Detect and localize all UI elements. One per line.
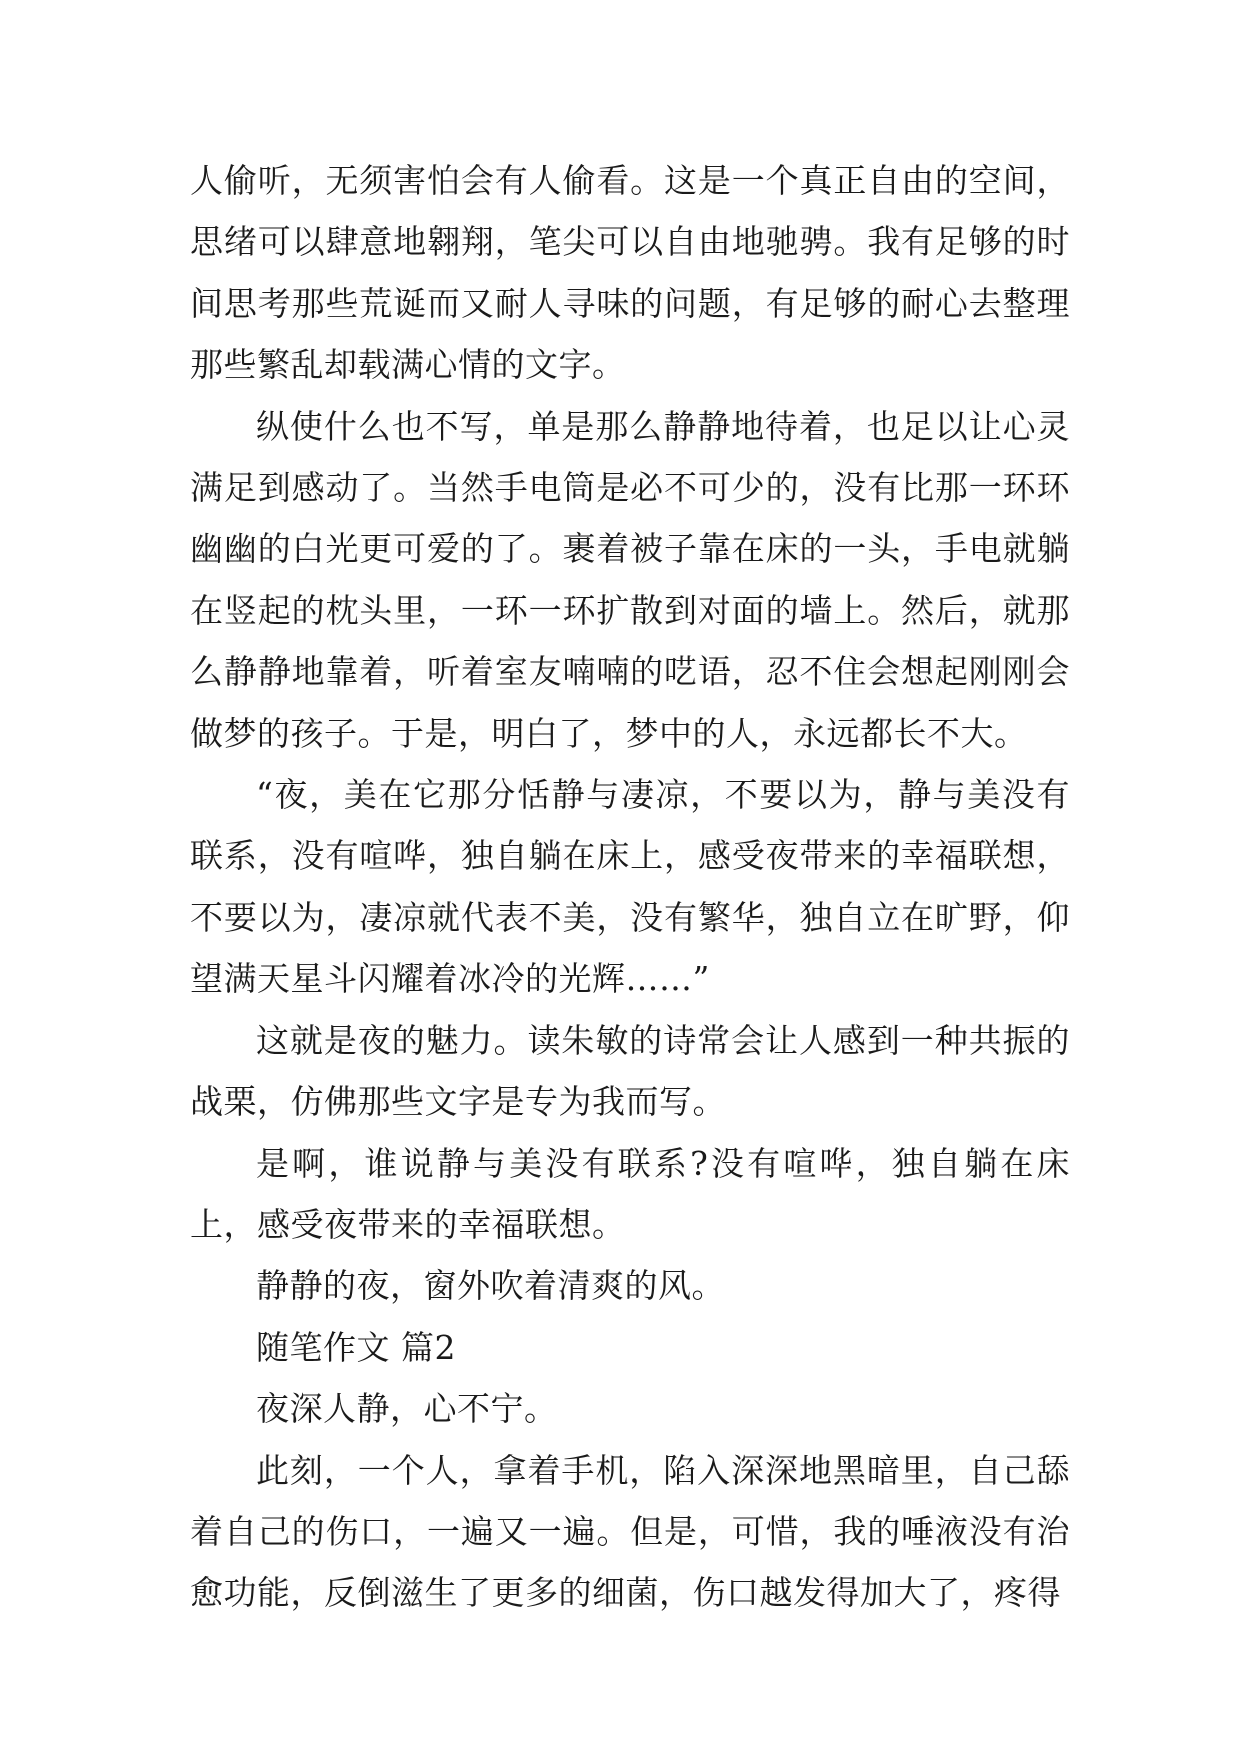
paragraph-quiet-night: 静静的夜，窗外吹着清爽的风。 [256, 1266, 725, 1306]
document-body [190, 150, 1070, 1624]
paragraph-late-night: 夜深人静，心不宁。 [256, 1389, 558, 1429]
paragraph-quiet-beauty: 是啊，谁说静与美没有联系?没有喧哗，独自躺在床上，感受夜带来的幸福联想。 [190, 1143, 1070, 1244]
paragraph-flashlight: 纵使什么也不写，单是那么静静地待着，也足以让心灵满足到感动了。当然手电筒是必不可少的，没有比那一环环幽幽的白光更可爱的了。裹着被子靠在床的一头，手电就躺在竖起的枕头里，一环一环扩散到对面的墙上。然后，就那么静静地靠着，听着室友喃喃的呓语，忍不住会想起刚刚会做梦的孩子。于是，明白了，梦中的人，永远都长不大。 [190, 406, 1070, 753]
paragraph-quote: “夜，美在它那分恬静与凄凉，不要以为，静与美没有联系，没有喧哗，独自躺在床上，感受夜带来的幸福联想，不要以为，凄凉就代表不美，没有繁华，独自立在旷野，仰望满天星斗闪耀着冰冷的光辉……” [190, 775, 1070, 999]
paragraph-night-charm: 这就是夜的魅力。读朱敏的诗常会让人感到一种共振的战栗，仿佛那些文字是专为我而写。 [190, 1020, 1070, 1122]
paragraph-continuation: 人偷听，无须害怕会有人偷看。这是一个真正自由的空间，思绪可以肆意地翱翔，笔尖可以自由地驰骋。我有足够的时间思考那些荒诞而又耐人寻味的问题，有足够的耐心去整理那些繁乱却载满心情的文字。 [190, 161, 1070, 385]
paragraph-wound: 此刻，一个人，拿着手机，陷入深深地黑暗里，自己舔着自己的伤口，一遍又一遍。但是，可惜，我的唾液没有治愈功能，反倒滋生了更多的细菌，伤口越发得加大了，疼得 [190, 1450, 1070, 1613]
section-heading: 随笔作文 篇2 [256, 1327, 456, 1367]
